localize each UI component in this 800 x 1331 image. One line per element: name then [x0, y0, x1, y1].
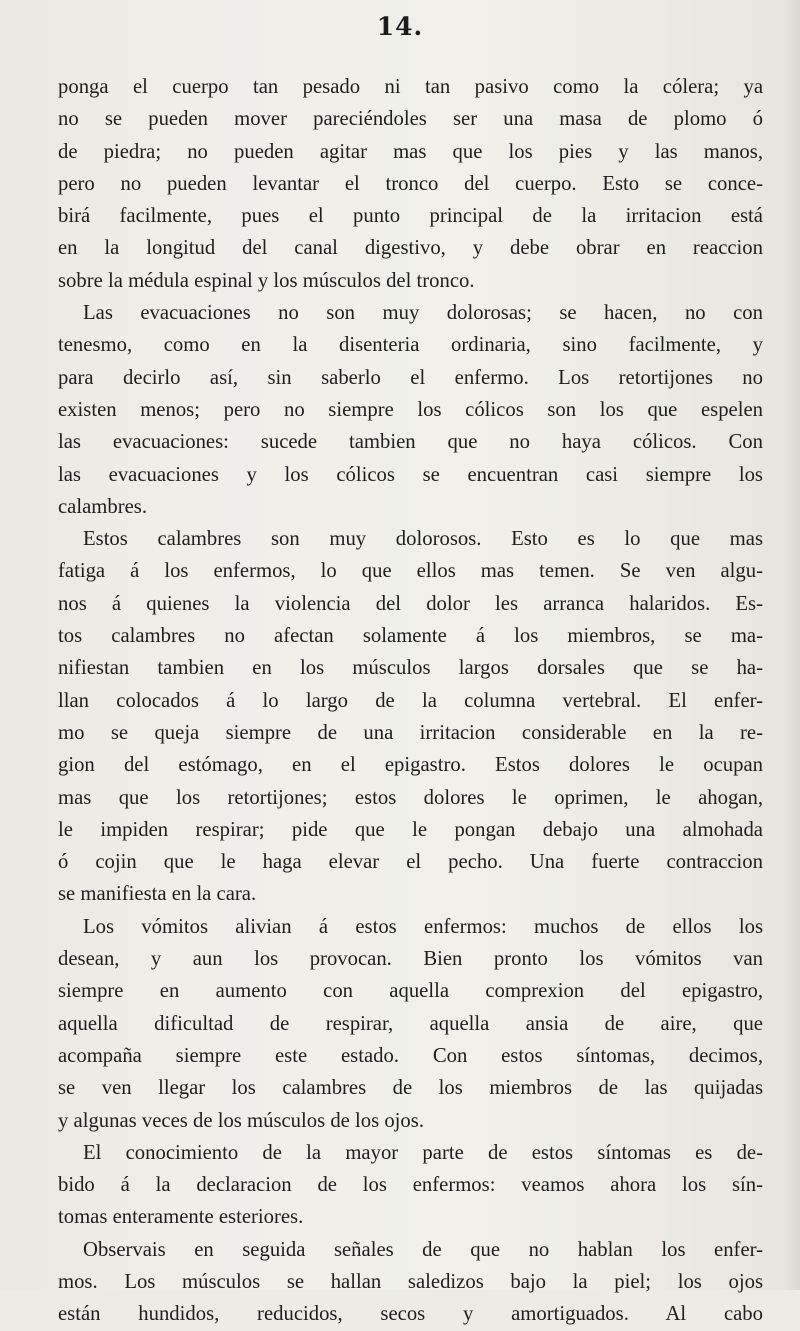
text-line: Los vómitos alivian á estos enfermos: muchos de ellos los — [83, 915, 763, 938]
text-line: tomas enteramente esteriores. — [58, 1206, 304, 1229]
text-line: Observais en seguida señales de que no hablan los enfer- — [83, 1238, 763, 1261]
text-line: siempre en aumento con aquella comprexion del epigastro, — [58, 980, 763, 1003]
text-line: en la longitud del canal digestivo, y debe obrar en reaccion — [58, 237, 763, 260]
text-line: mas que los retortijones; estos dolores le oprimen, le ahogan, — [58, 786, 763, 809]
text-line: nifiestan tambien en los músculos largos dorsales que se ha- — [58, 657, 763, 680]
text-line: se ven llegar los calambres de los miembros de las quijadas — [58, 1077, 763, 1100]
text-line: aquella dificultad de respirar, aquella ansia de aire, que — [58, 1012, 763, 1035]
text-line: El conocimiento de la mayor parte de estos síntomas es de- — [83, 1141, 763, 1164]
text-line: mos. Los músculos se hallan saledizos bajo la piel; los ojos — [58, 1270, 763, 1293]
text-line: fatiga á los enfermos, lo que ellos mas temen. Se ven algu- — [58, 560, 763, 583]
page-edge-shadow — [782, 0, 800, 1290]
text-line: birá facilmente, pues el punto principal de la irritacion está — [58, 205, 763, 228]
text-line: para decirlo así, sin saberlo el enfermo. Los retortijones no — [58, 366, 763, 389]
text-line: no se pueden mover pareciéndoles ser una masa de plomo ó — [58, 108, 763, 131]
text-line: sobre la médula espinal y los músculos del tronco. — [58, 269, 475, 292]
text-line: acompaña siempre este estado. Con estos síntomas, decimos, — [58, 1044, 763, 1067]
text-line: las evacuaciones: sucede tambien que no haya cólicos. Con — [58, 431, 763, 454]
body-text — [58, 71, 763, 1331]
text-line: Estos calambres son muy dolorosos. Esto es lo que mas — [83, 528, 763, 551]
text-line: las evacuaciones y los cólicos se encuentran casi siempre los — [58, 463, 763, 486]
text-line: mo se queja siempre de una irritacion considerable en la re- — [58, 721, 763, 744]
text-line: ó cojin que le haga elevar el pecho. Una fuerte contraccion — [58, 851, 763, 874]
text-line: están hundidos, reducidos, secos y amortiguados. Al cabo — [58, 1303, 763, 1326]
text-line: pero no pueden levantar el tronco del cuerpo. Esto se conce- — [58, 172, 763, 195]
text-line: tos calambres no afectan solamente á los miembros, se ma- — [58, 625, 763, 648]
text-line: se manifiesta en la cara. — [58, 883, 257, 906]
text-line: calambres. — [58, 495, 148, 518]
text-line: Las evacuaciones no son muy dolorosas; se hacen, no con — [83, 302, 763, 325]
text-line: le impiden respirar; pide que le pongan debajo una almohada — [58, 818, 763, 841]
text-line: desean, y aun los provocan. Bien pronto los vómitos van — [58, 948, 763, 971]
page-number: 14. — [376, 12, 424, 41]
text-line: tenesmo, como en la disenteria ordinaria, sino facilmente, y — [58, 334, 763, 357]
text-line: y algunas veces de los músculos de los ojos. — [58, 1109, 425, 1132]
text-line: nos á quienes la violencia del dolor les arranca halaridos. Es- — [58, 592, 763, 615]
text-line: llan colocados á lo largo de la columna vertebral. El enfer- — [58, 689, 763, 712]
text-line: gion del estómago, en el epigastro. Estos dolores le ocupan — [58, 754, 763, 777]
text-line: de piedra; no pueden agitar mas que los pies y las manos, — [58, 140, 763, 163]
text-line: ponga el cuerpo tan pesado ni tan pasivo como la cólera; ya — [58, 76, 763, 98]
text-line: existen menos; pero no siempre los cólicos son los que espelen — [58, 398, 763, 421]
text-line: bido á la declaracion de los enfermos: veamos ahora los sín- — [58, 1174, 763, 1197]
